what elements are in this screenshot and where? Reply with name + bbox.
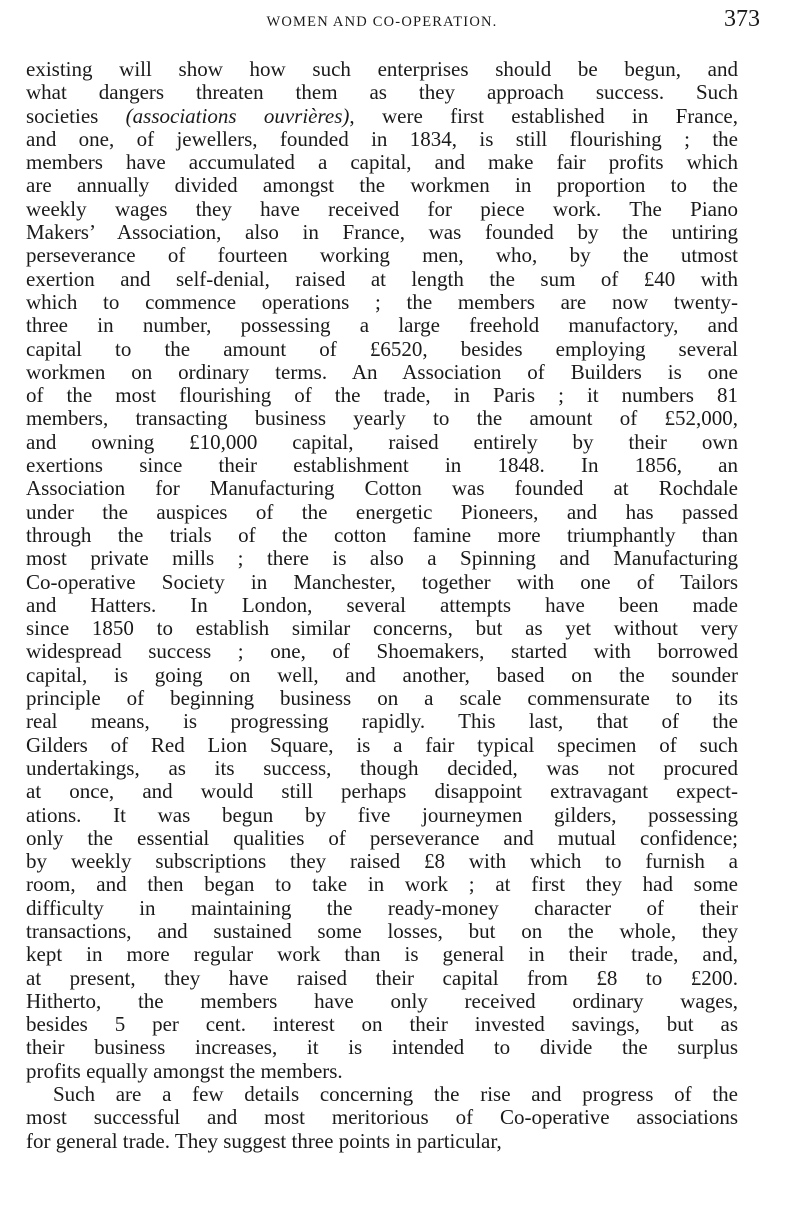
text-line: perseverance of fourteen working men, who, by the utmost (26, 243, 738, 268)
text-line: for general trade. They suggest three points in particular, (26, 1128, 502, 1153)
text-line: under the auspices of the energetic Pioneers, and has passed (26, 499, 738, 524)
text-line: exertions since their establishment in 1848. In 1856, an (26, 453, 738, 478)
running-head (26, 6, 760, 38)
text-line: Hitherto, the members have only received ordinary wages, (26, 988, 738, 1013)
text-line: Such are a few details concerning the rise and progress of the (53, 1082, 738, 1107)
text-line: members, transacting business yearly to the amount of £52,000, (26, 406, 738, 431)
text-line: Co-operative Society in Manchester, together with one of Tailors (26, 569, 738, 594)
text-line: principle of beginning business on a scale commensurate to its (26, 686, 738, 711)
text-line: at present, they have raised their capital from £8 to £200. (26, 965, 738, 990)
text-line: kept in more regular work than is general in their trade, and, (26, 942, 738, 967)
text-line: capital to the amount of £6520, besides employing several (26, 336, 738, 361)
text-line: widespread success ; one, of Shoemakers, started with borrowed (26, 639, 738, 664)
running-title: WOMEN AND CO-OPERATION. (266, 14, 498, 30)
text-segment: societies (26, 103, 126, 128)
text-line: which to commence operations ; the members are now twenty- (26, 289, 738, 314)
text-line: Makers’ Association, also in France, was founded by the untiring (26, 220, 738, 245)
text-line: their business increases, it is intended to divide the surplus (26, 1035, 738, 1060)
text-line: undertakings, as its success, though decided, was not procured (26, 755, 738, 780)
text-line: most successful and most meritorious of Co-operative associations (26, 1105, 738, 1130)
text-line: weekly wages they have received for piece work. The Piano (26, 196, 738, 221)
body-text (26, 58, 738, 1153)
text-line: and Hatters. In London, several attempts have been made (26, 592, 738, 617)
text-line: by weekly subscriptions they raised £8 with which to furnish a (26, 849, 738, 874)
text-line: and one, of jewellers, founded in 1834, is still flourishing ; the (26, 126, 738, 151)
text-line: difficulty in maintaining the ready-money character of their (26, 895, 738, 920)
text-line: of the most flourishing of the trade, in Paris ; it numbers 81 (26, 383, 738, 408)
text-line: Gilders of Red Lion Square, is a fair typical specimen of such (26, 732, 738, 757)
text-line (26, 105, 738, 128)
text-line: at once, and would still perhaps disappoint extravagant expect- (26, 779, 738, 804)
text-line: most private mills ; there is also a Spinning and Manufacturing (26, 546, 738, 571)
text-line: transactions, and sustained some losses, but on the whole, they (26, 918, 738, 943)
text-line: besides 5 per cent. interest on their invested savings, but as (26, 1012, 738, 1037)
text-line: members have accumulated a capital, and make fair profits which (26, 150, 738, 175)
text-line: profits equally amongst the members. (26, 1058, 343, 1083)
page-number: 373 (724, 6, 760, 32)
text-line: existing will show how such enterprises should be begun, and (26, 57, 738, 81)
text-line: workmen on ordinary terms. An Association of Builders is one (26, 359, 738, 384)
text-line: exertion and self-denial, raised at length the sum of £40 with (26, 266, 738, 291)
text-line: only the essential qualities of perseverance and mutual confidence; (26, 825, 738, 850)
text-line: room, and then began to take in work ; at first they had some (26, 872, 738, 897)
text-line: through the trials of the cotton famine more triumphantly than (26, 522, 738, 547)
text-line: since 1850 to establish similar concerns, but as yet without very (26, 616, 738, 641)
text-line: and owning £10,000 capital, raised entirely by their own (26, 429, 738, 454)
italic-phrase: (associations ouvrières) (125, 103, 350, 128)
text-line: are annually divided amongst the workmen in proportion to the (26, 173, 738, 198)
text-line: ations. It was begun by five journeymen gilders, possessing (26, 802, 738, 827)
text-segment: , were first established in France, (349, 103, 738, 128)
paragraph (26, 58, 738, 1083)
text-line: Association for Manufacturing Cotton was founded at Rochdale (26, 476, 738, 501)
text-line: what dangers threaten them as they approach success. Such (26, 80, 738, 105)
text-line: real means, is progressing rapidly. This last, that of the (26, 709, 738, 734)
paragraph (26, 1083, 738, 1153)
text-line: three in number, possessing a large freehold manufactory, and (26, 313, 738, 338)
text-line: capital, is going on well, and another, based on the sounder (26, 662, 738, 687)
